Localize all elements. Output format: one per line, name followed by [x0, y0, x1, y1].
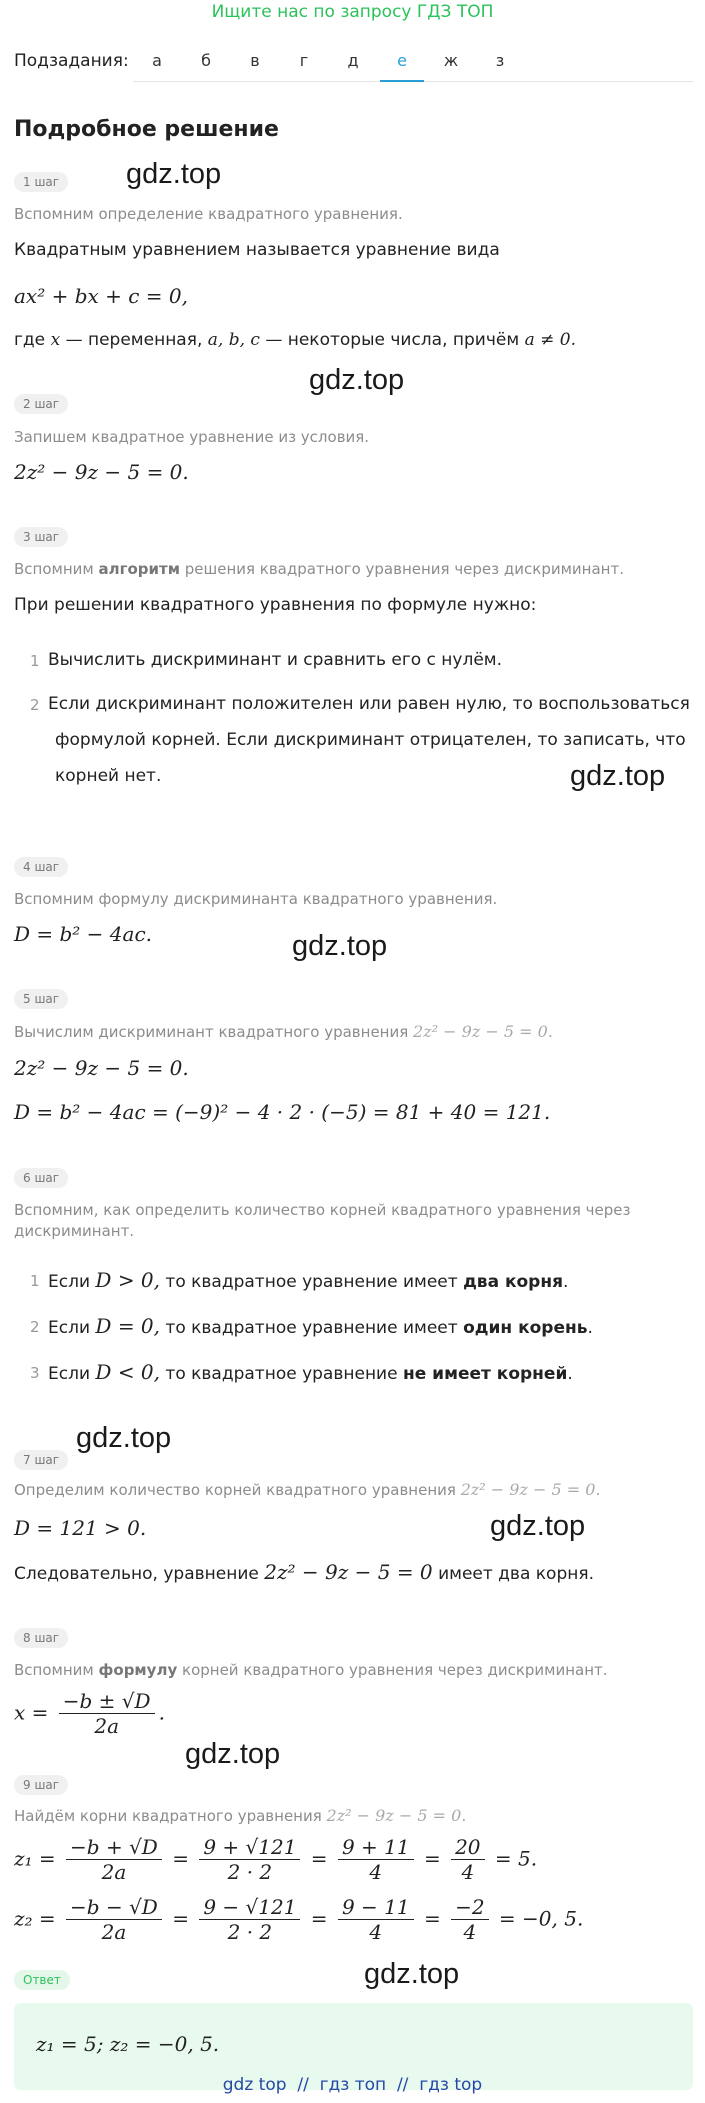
answer-badge: Ответ [14, 1970, 70, 1990]
text-part: то квадратное уравнение имеет [165, 1318, 458, 1338]
denominator: 4 [463, 1920, 477, 1944]
step-badge: 9 шаг [14, 1775, 68, 1795]
tab-d[interactable]: д [347, 51, 359, 70]
list-item: Если дискриминант положителен или равен нулю, то воспользоваться [48, 694, 690, 714]
numerator: 9 − 11 [338, 1896, 414, 1920]
note-part: Вспомним [14, 560, 94, 578]
step-text [14, 330, 576, 350]
note-part: корней квадратного уравнения через дискриминант. [182, 1661, 608, 1679]
text-part: Следовательно, уравнение [14, 1564, 259, 1584]
list-number: 2 [30, 696, 40, 714]
math-result: = −0, 5. [498, 1906, 584, 1931]
math-inline: 2z² − 9z − 5 = 0. [460, 1480, 601, 1499]
step-badge: 4 шаг [14, 857, 68, 877]
math-result: = 5. [494, 1846, 538, 1871]
math-tail: . [158, 1700, 165, 1725]
step-badge: 6 шаг [14, 1168, 68, 1188]
formula: D = 121 > 0. [14, 1516, 147, 1540]
step-badge: 3 шаг [14, 527, 68, 547]
step-note [14, 1480, 601, 1499]
denominator: 4 [369, 1860, 383, 1884]
answer-formula: z₁ = 5; z₂ = −0, 5. [36, 2032, 220, 2056]
text-bold: два корня [463, 1272, 564, 1292]
step-badge: 2 шаг [14, 394, 68, 414]
list-item [48, 1314, 593, 1338]
tab-a[interactable]: а [152, 51, 162, 70]
solution-title: Подробное решение [14, 117, 279, 142]
math-inline: x [50, 330, 61, 350]
active-tab-indicator [380, 80, 424, 82]
text-part: Если [48, 1318, 91, 1338]
numerator: 9 − √121 [199, 1896, 300, 1920]
step-note: дискриминант. [14, 1222, 135, 1240]
denominator: 2 · 2 [227, 1860, 273, 1884]
step-text: При решении квадратного уравнения по формуле нужно: [14, 595, 537, 615]
text-part: Если [48, 1272, 91, 1292]
math-inline: a ≠ 0. [524, 330, 576, 350]
list-item [48, 1360, 573, 1384]
math-lhs: z₂ = [14, 1906, 56, 1931]
formula: ax² + bx + c = 0, [14, 284, 189, 308]
denominator: 4 [461, 1860, 475, 1884]
numerator: 9 + 11 [338, 1836, 414, 1860]
numerator: 9 + √121 [199, 1836, 300, 1860]
fraction [66, 1896, 162, 1944]
step-badge: 7 шаг [14, 1450, 68, 1470]
note-part: Вспомним [14, 1661, 94, 1679]
tab-b[interactable]: б [201, 51, 211, 70]
formula: D = b² − 4ac. [14, 922, 153, 946]
watermark: gdz.top [292, 930, 388, 962]
text-part: — некоторые числа, причём [265, 330, 520, 350]
step-note: Вспомним, как определить количество корней квадратного уравнения через [14, 1201, 631, 1219]
formula: 2z² − 9z − 5 = 0. [14, 460, 189, 484]
step-note: Запишем квадратное уравнение из условия. [14, 428, 370, 446]
fraction [451, 1896, 488, 1944]
text-part: Если [48, 1364, 91, 1384]
formula-z1: z₁ = $\frac{-b + √D}{2a}$ = $\frac{9 + √121}{2 \cdot 2}$ = $\frac{9 + 11}{4}$ = $\frac{20}{4}$ = 5. [14, 1835, 538, 1884]
formula-z2: z₂ = $\frac{-b - √D}{2a}$ = $\frac{9 - √121}{2 \cdot 2}$ = $\frac{9 - 11}{4}$ = $\frac{-2}{4}$ = −0, 5. [14, 1895, 584, 1944]
fraction [338, 1836, 414, 1884]
numerator: −b + √D [66, 1836, 162, 1860]
fraction [66, 1836, 162, 1884]
note-part: решения квадратного уравнения через дискриминант. [184, 560, 624, 578]
subtasks-label: Подзадания: [14, 51, 129, 71]
watermark: gdz.top [490, 1510, 586, 1542]
step-badge: 1 шаг [14, 172, 68, 192]
note-part: Вычислим дискриминант квадратного уравнения [14, 1023, 409, 1041]
step-text: Квадратным уравнением называется уравнение вида [14, 240, 500, 260]
fraction [199, 1836, 300, 1884]
text-part: . [567, 1364, 573, 1384]
math-inline: 2z² − 9z − 5 = 0. [326, 1806, 467, 1825]
math-inline: D < 0, [95, 1360, 161, 1384]
step-note: Вспомним определение квадратного уравнения. [14, 205, 403, 223]
math-inline: a, b, c [207, 330, 260, 350]
list-item: формулой корней. Если дискриминант отрицателен, то записать, что [55, 730, 686, 750]
watermark: gdz.top [570, 760, 666, 792]
list-item: корней нет. [55, 766, 162, 786]
note-bold: алгоритм [98, 560, 180, 578]
numerator: −b − √D [66, 1896, 162, 1920]
list-item [48, 1268, 568, 1292]
tab-v[interactable]: в [250, 51, 260, 70]
math-inline: D > 0, [95, 1268, 161, 1292]
list-number: 2 [30, 1318, 40, 1336]
tab-e-active[interactable]: е [397, 51, 407, 70]
denominator: 2a [94, 1714, 119, 1738]
text-part: . [587, 1318, 593, 1338]
step-badge: 5 шаг [14, 989, 68, 1009]
text-part: — переменная, [65, 330, 203, 350]
step-note [14, 1022, 553, 1041]
text-part: имеет два корня. [438, 1564, 594, 1584]
list-number: 1 [30, 1272, 40, 1290]
text-part: . [563, 1272, 569, 1292]
watermark: gdz.top [185, 1738, 281, 1770]
step-badge: 8 шаг [14, 1628, 68, 1648]
numerator: 20 [451, 1836, 484, 1860]
promo-banner[interactable]: Ищите нас по запросу ГДЗ ТОП [211, 2, 494, 22]
step-note [14, 1806, 466, 1825]
tab-zh[interactable]: ж [443, 51, 459, 70]
text-part: где [14, 330, 46, 350]
text-part: то квадратное уравнение имеет [165, 1272, 458, 1292]
step-text [14, 1560, 594, 1584]
math-inline: D = 0, [95, 1314, 161, 1338]
watermark: gdz.top [309, 364, 405, 396]
watermark: gdz.top [76, 1422, 172, 1454]
tab-g[interactable]: г [299, 51, 309, 70]
math-lhs: z₁ = [14, 1846, 56, 1871]
text-bold: один корень [463, 1318, 588, 1338]
math-lhs: x = [14, 1700, 49, 1725]
math-inline: 2z² − 9z − 5 = 0. [413, 1022, 553, 1041]
fraction [59, 1690, 155, 1738]
fraction [199, 1896, 300, 1944]
fraction [338, 1896, 414, 1944]
list-item: Вычислить дискриминант и сравнить его с нулём. [48, 650, 503, 670]
numerator: −2 [451, 1896, 488, 1920]
watermark: gdz.top [364, 1958, 460, 1990]
tab-z[interactable]: з [495, 51, 505, 70]
text-part: то квадратное уравнение [165, 1364, 398, 1384]
step-note [14, 560, 624, 578]
math-inline: 2z² − 9z − 5 = 0 [264, 1560, 433, 1584]
denominator: 2a [101, 1920, 127, 1944]
formula: D = b² − 4ac = (−9)² − 4 · 2 · (−5) = 81 + 40 = 121. [14, 1100, 551, 1124]
text-bold: не имеет корней [402, 1364, 568, 1384]
step-note: Вспомним формулу дискриминанта квадратного уравнения. [14, 890, 498, 908]
step-note [14, 1661, 608, 1679]
note-part: Найдём корни квадратного уравнения [14, 1807, 322, 1825]
list-number: 3 [30, 1364, 40, 1382]
watermark: gdz.top [126, 158, 222, 190]
note-part: Определим количество корней квадратного уравнения [14, 1481, 456, 1499]
footer-links[interactable]: gdz top // гдз топ // гдз top [222, 2075, 483, 2095]
formula: 2z² − 9z − 5 = 0. [14, 1056, 189, 1080]
formula-roots [14, 1690, 165, 1738]
list-number: 1 [30, 652, 40, 670]
denominator: 2a [101, 1860, 127, 1884]
denominator: 4 [369, 1920, 383, 1944]
note-bold: формулу [98, 1661, 178, 1679]
numerator: −b ± √D [59, 1690, 155, 1714]
denominator: 2 · 2 [227, 1920, 273, 1944]
fraction [451, 1836, 484, 1884]
